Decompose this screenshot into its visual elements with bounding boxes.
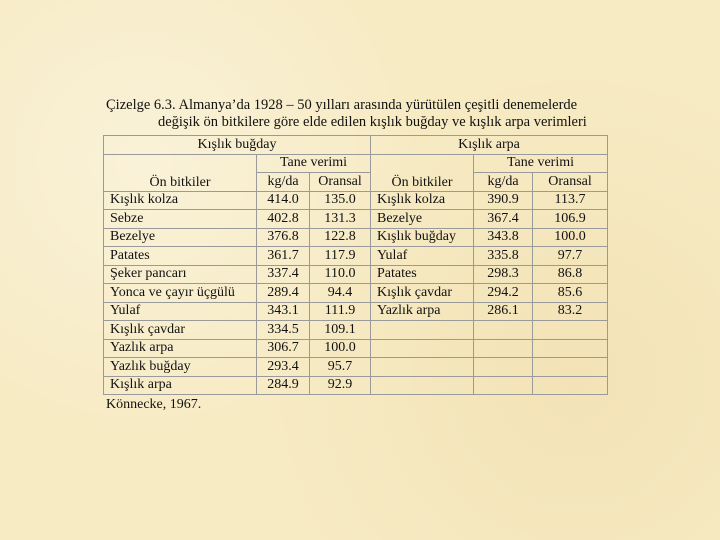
kg-right-cell: 286.1 [474, 302, 533, 321]
crop-right-cell: Yulaf [371, 247, 474, 266]
col-header-on-bitkiler-right: Ön bitkiler [371, 154, 474, 191]
ratio-left-cell: 131.3 [310, 210, 371, 229]
crop-left-cell: Bezelye [104, 228, 257, 247]
crop-left-cell: Sebze [104, 210, 257, 229]
ratio-left-cell: 100.0 [310, 339, 371, 358]
kg-right-cell [474, 321, 533, 340]
col-header-tane-verimi-left: Tane verimi [257, 154, 371, 173]
caption-line-1: Çizelge 6.3. Almanya’da 1928 – 50 yılları arasında yürütülen çeşitli denemelerde [106, 97, 578, 113]
table-subheader-row [104, 154, 608, 173]
crop-right-cell: Kışlık kolza [371, 191, 474, 210]
ratio-left-cell: 117.9 [310, 247, 371, 266]
kg-left-cell: 284.9 [257, 376, 310, 395]
ratio-left-cell: 109.1 [310, 321, 371, 340]
kg-left-cell: 343.1 [257, 302, 310, 321]
crop-right-cell: Kışlık çavdar [371, 284, 474, 303]
kg-right-cell: 343.8 [474, 228, 533, 247]
table-row [104, 302, 608, 321]
kg-left-cell: 334.5 [257, 321, 310, 340]
crop-left-cell: Şeker pancarı [104, 265, 257, 284]
kg-right-cell: 390.9 [474, 191, 533, 210]
group-header-kislik-bugday: Kışlık buğday [104, 136, 371, 155]
ratio-left-cell: 95.7 [310, 358, 371, 377]
crop-left-cell: Kışlık arpa [104, 376, 257, 395]
kg-right-cell: 294.2 [474, 284, 533, 303]
kg-left-cell: 361.7 [257, 247, 310, 266]
table-group-header-row [104, 136, 608, 155]
ratio-right-cell: 83.2 [533, 302, 608, 321]
crop-right-cell: Bezelye [371, 210, 474, 229]
crop-right-cell [371, 321, 474, 340]
col-header-tane-verimi-right: Tane verimi [474, 154, 608, 173]
crop-left-cell: Patates [104, 247, 257, 266]
col-header-on-bitkiler-left: Ön bitkiler [104, 154, 257, 191]
ratio-left-cell: 94.4 [310, 284, 371, 303]
col-header-oransal-left: Oransal [310, 173, 371, 192]
ratio-right-cell [533, 358, 608, 377]
col-header-kgda-right: kg/da [474, 173, 533, 192]
kg-right-cell: 298.3 [474, 265, 533, 284]
crop-left-cell: Kışlık kolza [104, 191, 257, 210]
table-row [104, 284, 608, 303]
table-row [104, 339, 608, 358]
ratio-left-cell: 110.0 [310, 265, 371, 284]
table-caption [106, 97, 626, 131]
crop-left-cell: Kışlık çavdar [104, 321, 257, 340]
group-header-kislik-arpa: Kışlık arpa [371, 136, 608, 155]
table-row [104, 265, 608, 284]
ratio-left-cell: 122.8 [310, 228, 371, 247]
table-row [104, 228, 608, 247]
crop-left-cell: Yonca ve çayır üçgülü [104, 284, 257, 303]
kg-left-cell: 293.4 [257, 358, 310, 377]
ratio-right-cell: 100.0 [533, 228, 608, 247]
kg-left-cell: 402.8 [257, 210, 310, 229]
ratio-right-cell [533, 321, 608, 340]
crop-left-cell: Yazlık arpa [104, 339, 257, 358]
kg-right-cell: 367.4 [474, 210, 533, 229]
kg-left-cell: 376.8 [257, 228, 310, 247]
ratio-right-cell: 86.8 [533, 265, 608, 284]
kg-right-cell: 335.8 [474, 247, 533, 266]
table-row [104, 247, 608, 266]
ratio-right-cell: 85.6 [533, 284, 608, 303]
kg-left-cell: 306.7 [257, 339, 310, 358]
ratio-left-cell: 92.9 [310, 376, 371, 395]
col-header-kgda-left: kg/da [257, 173, 310, 192]
crop-left-cell: Yulaf [104, 302, 257, 321]
ratio-right-cell: 97.7 [533, 247, 608, 266]
crop-left-cell: Yazlık buğday [104, 358, 257, 377]
crop-right-cell [371, 376, 474, 395]
kg-left-cell: 289.4 [257, 284, 310, 303]
crop-right-cell: Yazlık arpa [371, 302, 474, 321]
ratio-left-cell: 135.0 [310, 191, 371, 210]
kg-right-cell [474, 376, 533, 395]
caption-line-2: değişik ön bitkilere göre elde edilen kışlık buğday ve kışlık arpa verimleri [158, 114, 587, 130]
table-body [104, 191, 608, 395]
crop-right-cell [371, 358, 474, 377]
table-row [104, 210, 608, 229]
ratio-right-cell [533, 376, 608, 395]
yield-table [103, 135, 608, 395]
table-row [104, 191, 608, 210]
source-citation: Könnecke, 1967. [106, 397, 202, 412]
kg-right-cell [474, 339, 533, 358]
kg-left-cell: 414.0 [257, 191, 310, 210]
crop-right-cell: Patates [371, 265, 474, 284]
col-header-oransal-right: Oransal [533, 173, 608, 192]
kg-right-cell [474, 358, 533, 377]
ratio-right-cell: 106.9 [533, 210, 608, 229]
kg-left-cell: 337.4 [257, 265, 310, 284]
crop-right-cell: Kışlık buğday [371, 228, 474, 247]
ratio-right-cell [533, 339, 608, 358]
table-row [104, 321, 608, 340]
ratio-left-cell: 111.9 [310, 302, 371, 321]
crop-right-cell [371, 339, 474, 358]
table-row [104, 358, 608, 377]
table-row [104, 376, 608, 395]
ratio-right-cell: 113.7 [533, 191, 608, 210]
